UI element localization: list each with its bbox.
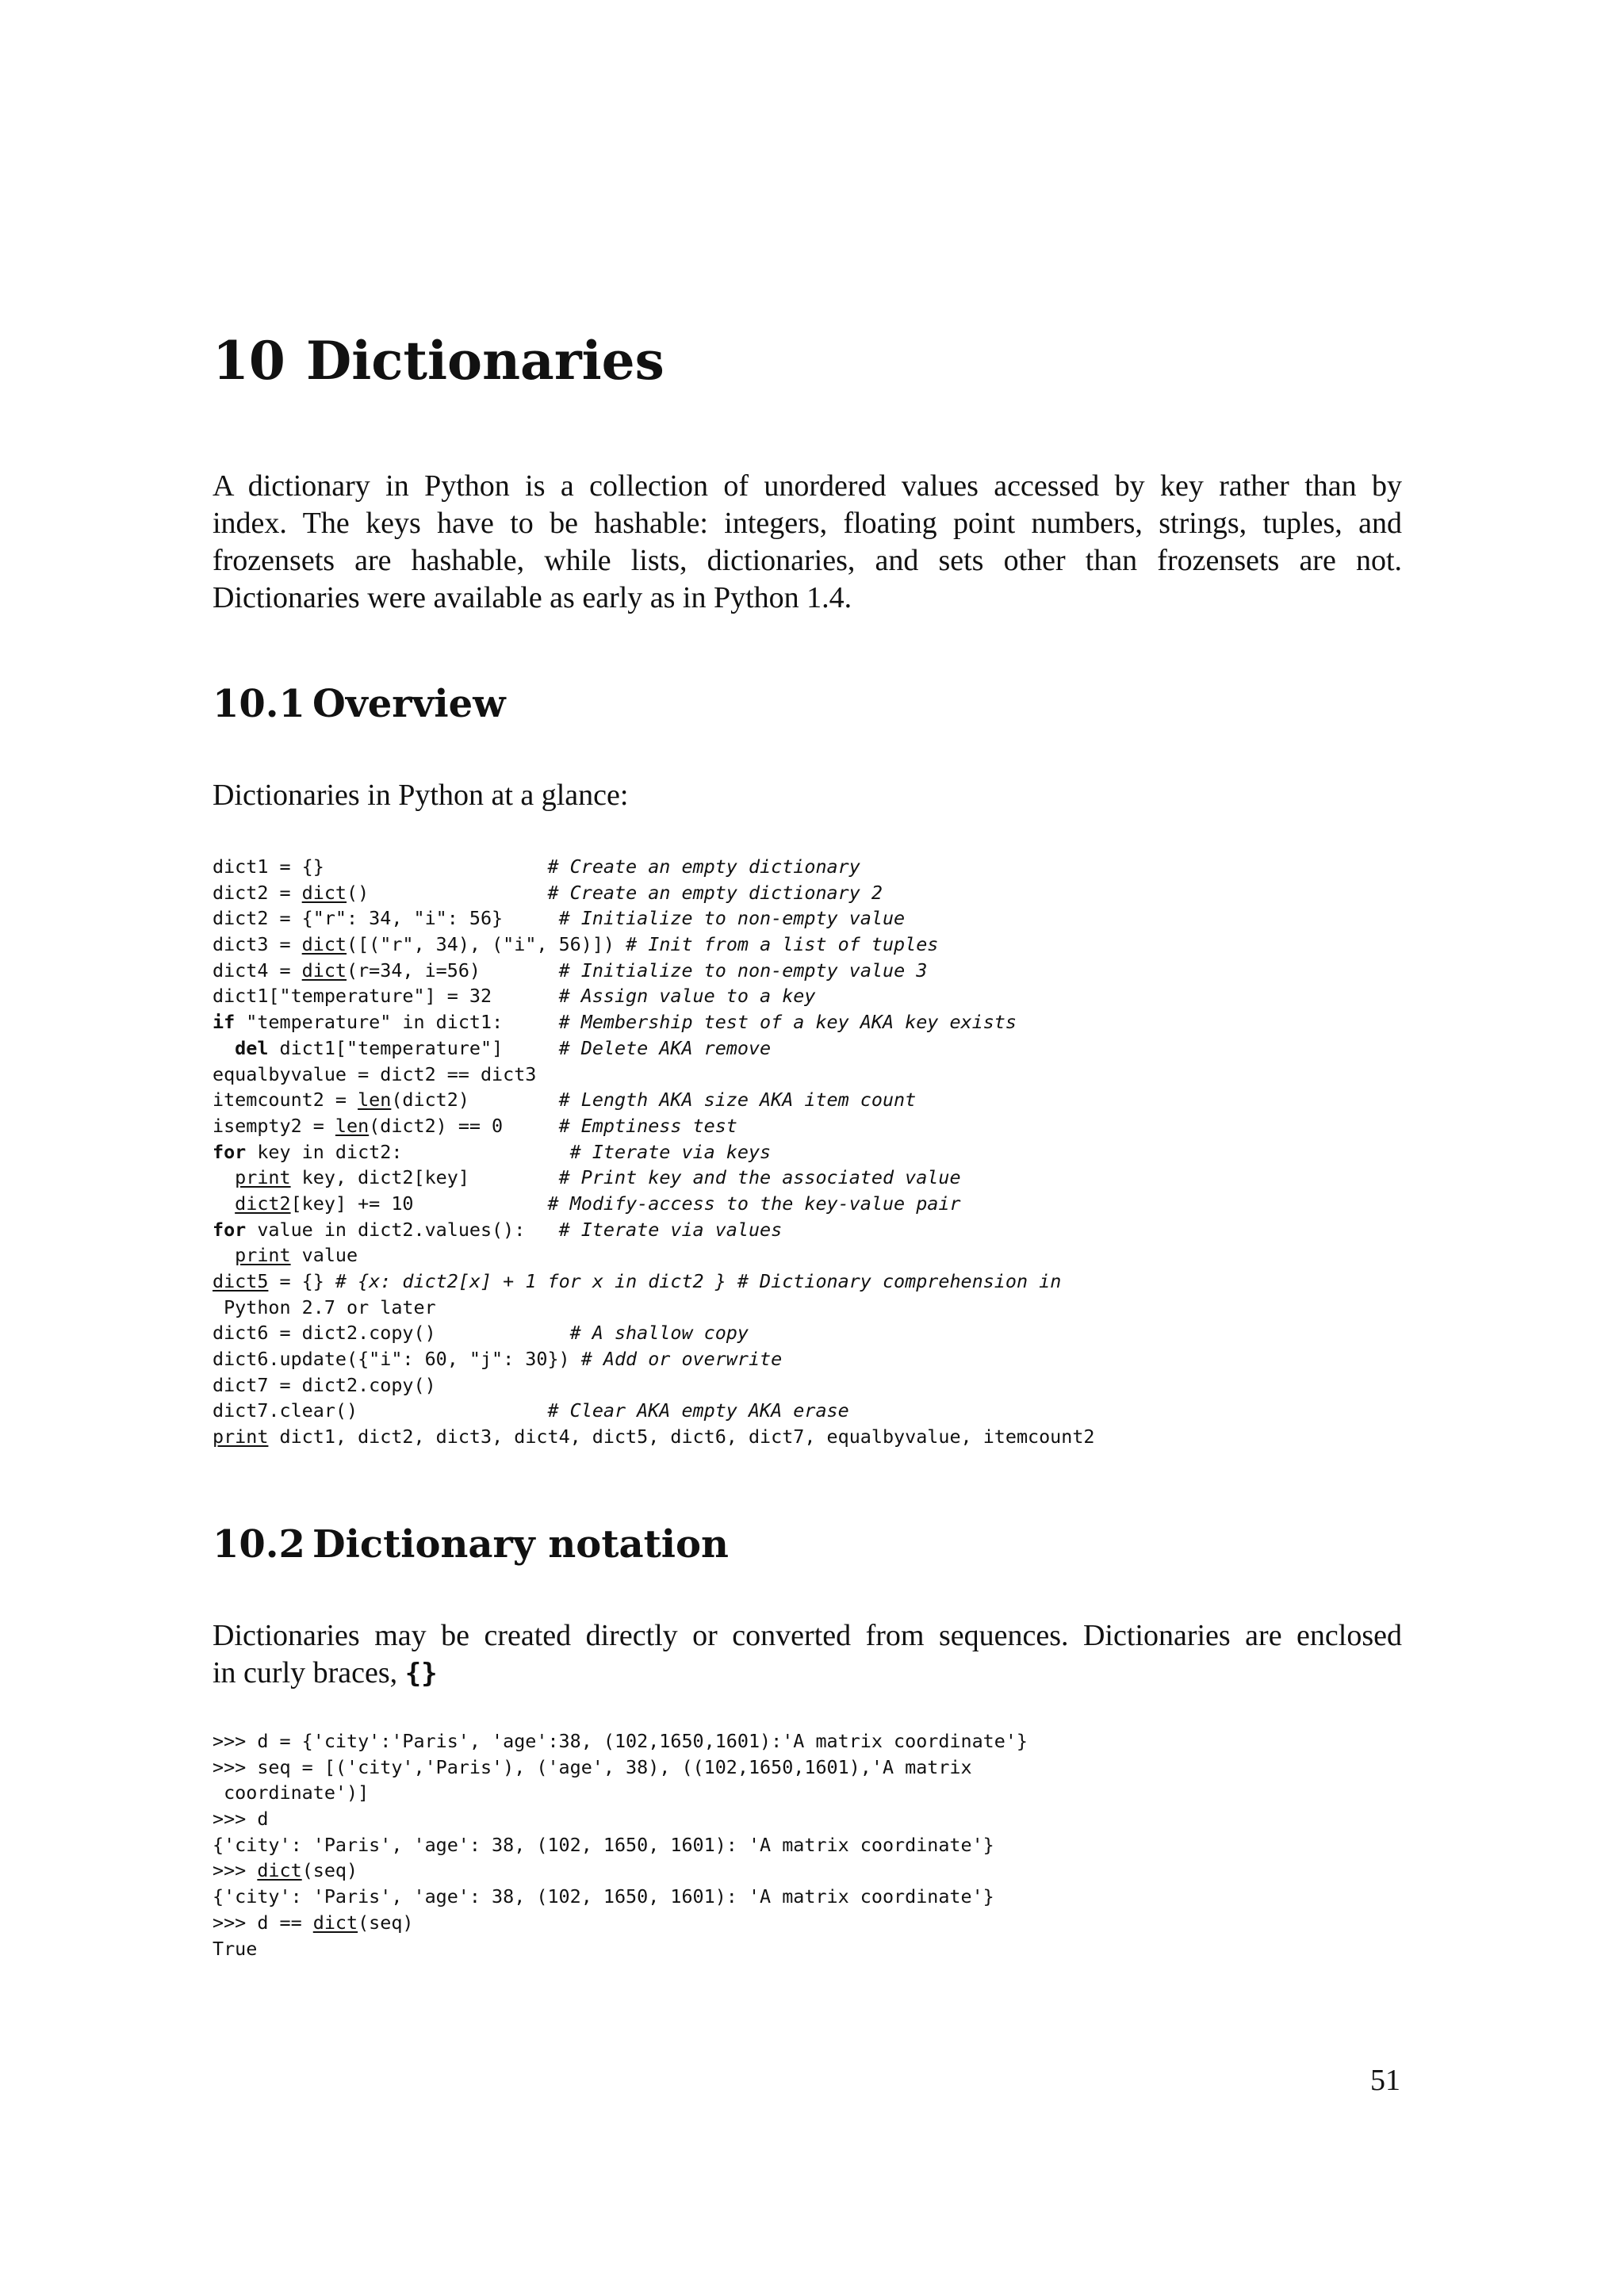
code-indent <box>213 1037 235 1059</box>
code-text: dict2 = <box>213 881 302 904</box>
intro-line: index. The keys have to be hashable: integers, floating point numbers, strings, tuples, and <box>213 507 1402 540</box>
code-line <box>213 1217 1095 1243</box>
code-builtin: dict <box>301 959 347 982</box>
overview-code-block <box>213 854 1095 1450</box>
intro-paragraph <box>213 468 1402 617</box>
code-builtin: len <box>335 1114 370 1137</box>
code-line <box>213 854 1095 880</box>
code-line <box>213 1858 1028 1884</box>
code-text: ([("r", 34), ("i", 56)]) <box>347 933 626 956</box>
code-text: (seq) <box>301 1859 358 1882</box>
code-text: dict6.update({"i": 60, "j": 30}) <box>213 1348 581 1371</box>
chapter-number: 10 <box>213 330 285 392</box>
code-text: dict7.clear() <box>213 1399 548 1422</box>
code-line <box>213 1113 1095 1139</box>
code-line <box>213 1728 1028 1755</box>
section-number: 10.1 <box>213 682 305 726</box>
code-text: value in dict2.values(): <box>246 1218 559 1241</box>
code-text: dict4 = <box>213 959 302 982</box>
code-line <box>213 1009 1095 1035</box>
code-keyword: del <box>235 1036 269 1059</box>
code-text: equalbyvalue = dict2 == dict3 <box>213 1062 537 1085</box>
code-text: dict2 = {"r": 34, "i": 56} <box>213 907 559 930</box>
intro-line: A dictionary in Python is a collection of unordered values accessed by key rather than by <box>213 469 1402 503</box>
code-text <box>213 1244 235 1266</box>
code-comment: # Init from a list of tuples <box>626 933 939 956</box>
code-text: True <box>213 1937 258 1960</box>
code-line <box>213 1242 1095 1269</box>
code-text: coordinate')] <box>213 1781 370 1804</box>
section-number: 10.2 <box>213 1522 305 1567</box>
code-builtin: print <box>213 1425 269 1448</box>
section-heading-notation <box>213 1521 729 1568</box>
notation-line-text: in curly braces, <box>213 1656 405 1689</box>
code-comment: # Modify-access to the key-value pair <box>547 1192 961 1215</box>
notation-line: Dictionaries may be created directly or converted from sequences. Dictionaries are enclosed <box>213 1619 1402 1652</box>
code-builtin: dict <box>301 933 347 956</box>
overview-text: Dictionaries in Python at a glance: <box>213 779 629 812</box>
code-comment: # Initialize to non-empty value <box>558 907 906 930</box>
code-line <box>213 1139 1095 1165</box>
section-title: Dictionary notation <box>312 1522 729 1567</box>
code-comment: # Print key and the associated value <box>558 1166 961 1189</box>
code-text: isempty2 = <box>213 1114 335 1137</box>
notation-paragraph <box>213 1617 1402 1693</box>
overview-paragraph <box>213 777 1402 814</box>
code-text: dict1["temperature"] = 32 <box>213 985 559 1008</box>
code-comment: # Add or overwrite <box>580 1348 783 1371</box>
code-line <box>213 880 1095 906</box>
page-number: 51 <box>1370 2064 1400 2097</box>
code-text: key, dict2[key] <box>290 1166 559 1189</box>
code-line <box>213 1346 1095 1372</box>
code-line <box>213 1191 1095 1217</box>
code-line <box>213 1910 1028 1936</box>
code-line <box>213 1780 1028 1806</box>
code-builtin: dict <box>312 1911 358 1934</box>
code-text: value <box>290 1244 358 1267</box>
code-line <box>213 1269 1095 1295</box>
code-text: dict3 = <box>213 933 302 956</box>
code-comment: # Emptiness test <box>558 1114 737 1137</box>
code-line <box>213 932 1095 958</box>
code-text: (dict2) <box>391 1089 559 1112</box>
code-comment: # Iterate via keys <box>569 1140 772 1163</box>
code-text <box>213 1192 235 1215</box>
code-line <box>213 1372 1095 1399</box>
code-builtin: dict <box>301 881 347 904</box>
code-text: >>> d = {'city':'Paris', 'age':38, (102,1650,1601):'A matrix coordinate'} <box>213 1730 1028 1752</box>
code-line <box>213 1165 1095 1191</box>
code-line <box>213 1320 1095 1346</box>
code-text: itemcount2 = <box>213 1089 358 1112</box>
code-text: >>> seq = [('city','Paris'), ('age', 38), ((102,1650,1601),'A matrix <box>213 1755 972 1778</box>
code-builtin: dict <box>257 1859 302 1882</box>
code-comment: # Clear AKA empty AKA erase <box>547 1399 849 1422</box>
code-text: () <box>347 881 548 904</box>
notation-line <box>213 1655 1402 1693</box>
code-builtin: print <box>235 1244 291 1267</box>
code-text: "temperature" in dict1: <box>235 1011 559 1034</box>
code-line <box>213 1295 1095 1321</box>
code-line <box>213 1806 1028 1832</box>
code-builtin: dict2 <box>235 1192 291 1215</box>
code-line <box>213 1832 1028 1858</box>
chapter-title: Dictionaries <box>306 330 665 392</box>
code-line <box>213 905 1095 932</box>
code-line <box>213 1755 1028 1781</box>
code-text: key in dict2: <box>246 1140 570 1163</box>
code-line <box>213 1062 1095 1088</box>
code-comment: # Create an empty dictionary 2 <box>547 881 883 904</box>
code-text: (seq) <box>358 1911 414 1934</box>
code-keyword: for <box>213 1218 247 1241</box>
code-line <box>213 1035 1095 1062</box>
code-text: dict1, dict2, dict3, dict4, dict5, dict6, dict7, equalbyvalue, itemcount2 <box>268 1425 1095 1448</box>
code-comment: # {x: dict2[x] + 1 for x in dict2 } # Dictionary comprehension in <box>335 1270 1062 1292</box>
section-title: Overview <box>312 682 506 726</box>
intro-line: frozensets are hashable, while lists, dictionaries, and sets other than frozensets are not. <box>213 544 1402 577</box>
chapter-heading <box>213 329 665 392</box>
code-line <box>213 1424 1095 1450</box>
notation-code-block <box>213 1728 1028 1961</box>
code-line <box>213 1398 1095 1424</box>
intro-line: Dictionaries were available as early as in Python 1.4. <box>213 581 852 614</box>
code-text: {'city': 'Paris', 'age': 38, (102, 1650, 1601): 'A matrix coordinate'} <box>213 1885 994 1908</box>
inline-code-braces: {} <box>404 1658 438 1689</box>
code-text: dict1 = {} <box>213 855 548 878</box>
code-text: dict1["temperature"] <box>268 1036 559 1059</box>
code-builtin: len <box>358 1089 392 1112</box>
code-text: = {} <box>268 1270 335 1292</box>
code-text: (r=34, i=56) <box>347 959 559 982</box>
code-text: Python 2.7 or later <box>213 1295 436 1318</box>
code-text: >>> d <box>213 1808 269 1831</box>
code-text: {'city': 'Paris', 'age': 38, (102, 1650, 1601): 'A matrix coordinate'} <box>213 1833 994 1856</box>
code-keyword: for <box>213 1140 247 1163</box>
code-line <box>213 1884 1028 1910</box>
code-text <box>213 1166 235 1188</box>
code-comment: # Membership test of a key AKA key exists <box>558 1011 1017 1034</box>
code-text: >>> <box>213 1859 258 1882</box>
code-comment: # Assign value to a key <box>558 985 816 1008</box>
code-line <box>213 1087 1095 1113</box>
code-comment: # Length AKA size AKA item count <box>558 1089 917 1112</box>
code-comment: # Initialize to non-empty value 3 <box>558 959 928 982</box>
code-text: (dict2) == 0 <box>369 1114 559 1137</box>
code-builtin: print <box>235 1166 291 1189</box>
code-comment: # Delete AKA remove <box>558 1036 772 1059</box>
code-text: dict6 = dict2.copy() <box>213 1322 570 1345</box>
code-line <box>213 1936 1028 1962</box>
code-builtin: dict5 <box>213 1270 269 1292</box>
code-keyword: if <box>213 1011 236 1034</box>
code-comment: # A shallow copy <box>569 1322 749 1345</box>
code-text: >>> d == <box>213 1911 313 1934</box>
code-comment: # Create an empty dictionary <box>547 855 860 878</box>
section-heading-overview <box>213 680 506 728</box>
code-line <box>213 958 1095 984</box>
code-text: [key] += 10 <box>290 1192 548 1215</box>
code-text: dict7 = dict2.copy() <box>213 1373 436 1396</box>
code-line <box>213 983 1095 1009</box>
code-comment: # Iterate via values <box>558 1218 783 1241</box>
